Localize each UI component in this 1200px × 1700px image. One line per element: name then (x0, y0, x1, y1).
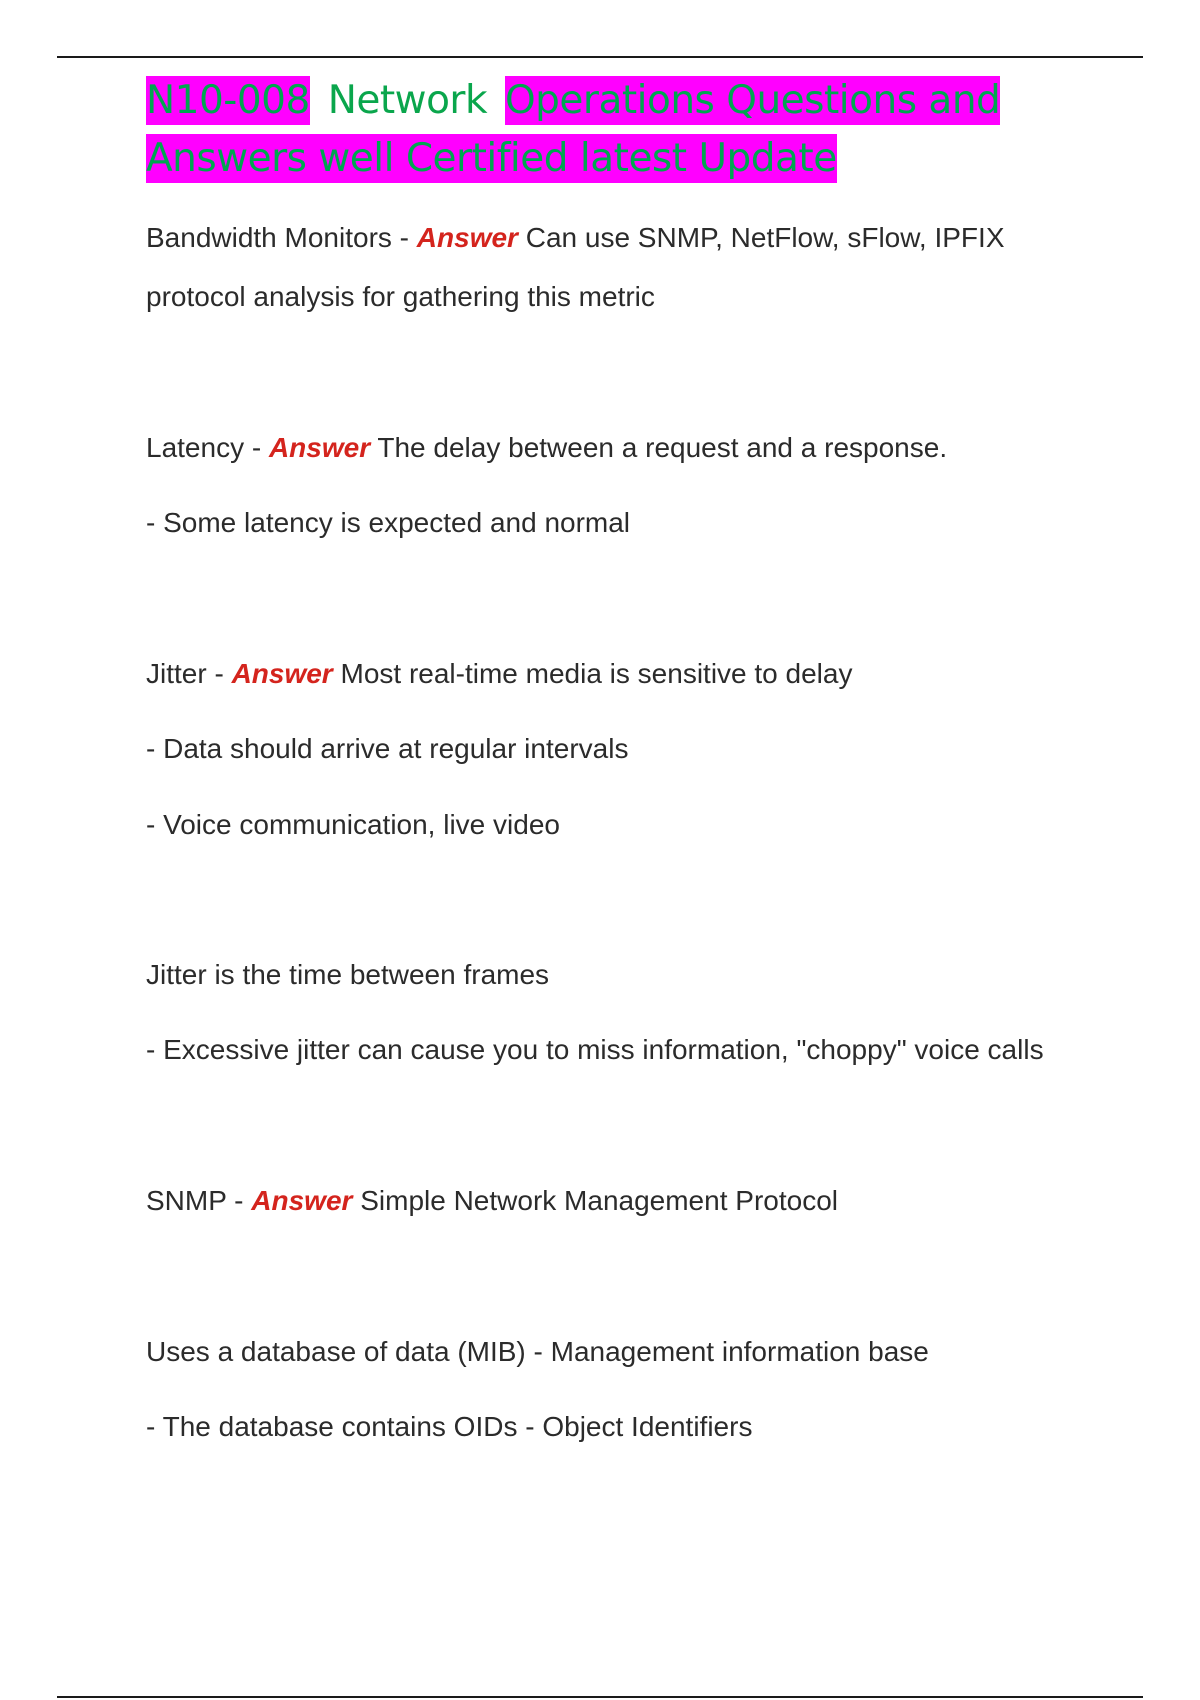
mib-note: - The database contains OIDs - Object Identifiers (146, 1411, 753, 1442)
term-jitter: Jitter - (146, 658, 232, 689)
entry-latency (146, 431, 947, 465)
top-rule (57, 56, 1143, 58)
term-latency: Latency - (146, 432, 269, 463)
entry-bandwidth (146, 221, 1005, 255)
answer-label: Answer (251, 1185, 353, 1216)
definition-jitter: Most real-time media is sensitive to delay (332, 658, 853, 689)
answer-label: Answer (416, 222, 518, 253)
title-network: Network (322, 76, 493, 125)
answer-label: Answer (231, 658, 333, 689)
title-subtitle: Answers well Certified latest Update (146, 136, 837, 181)
definition-snmp: Simple Network Management Protocol (352, 1185, 838, 1216)
definition-latency: The delay between a request and a response. (370, 432, 948, 463)
page-title (146, 72, 1046, 188)
term-bandwidth: Bandwidth Monitors - (146, 222, 417, 253)
title-code: N10-008 (146, 78, 310, 123)
jitter-frames-note: - Excessive jitter can cause you to miss information, "choppy" voice calls (146, 1034, 1044, 1065)
answer-label: Answer (268, 432, 371, 463)
jitter-frames-text: Jitter is the time between frames (146, 959, 550, 990)
entry-snmp (146, 1184, 838, 1218)
term-snmp: SNMP - (146, 1185, 252, 1216)
latency-note: - Some latency is expected and normal (146, 507, 631, 538)
mib-text: Uses a database of data (MIB) - Management information base (146, 1336, 929, 1367)
bottom-rule (57, 1696, 1143, 1698)
title-operations: Operations Questions and (504, 78, 1001, 123)
entry-jitter (146, 657, 852, 691)
jitter-note-2: - Voice communication, live video (146, 809, 560, 840)
entry-bandwidth-continuation: protocol analysis for gathering this metric (146, 281, 655, 312)
definition-bandwidth: Can use SNMP, NetFlow, sFlow, IPFIX (517, 222, 1005, 253)
jitter-note-1: - Data should arrive at regular intervals (146, 733, 629, 764)
